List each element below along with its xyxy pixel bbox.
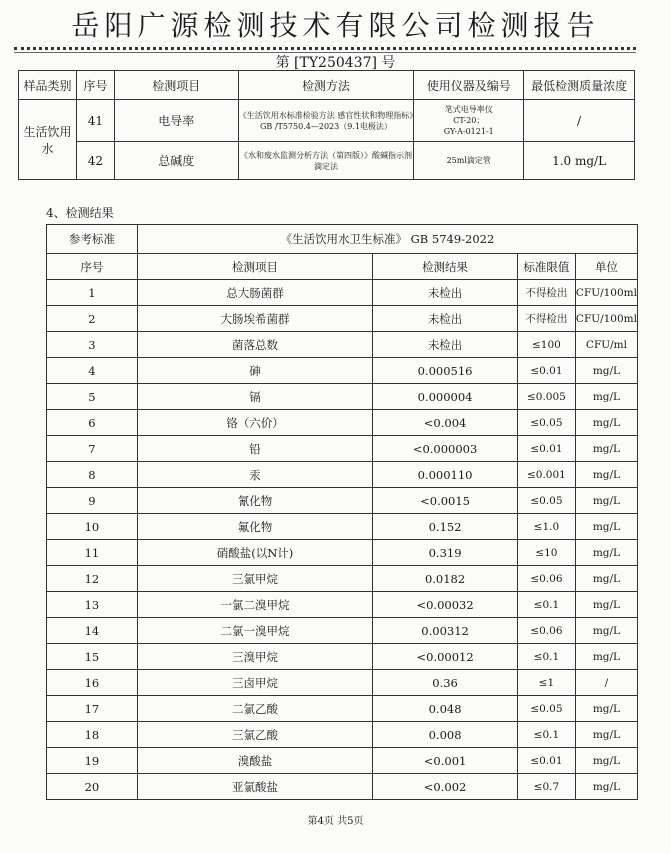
table-row	[47, 774, 638, 800]
cell-unit: mg/L	[575, 722, 637, 748]
cell-no: 19	[47, 748, 138, 774]
cell-unit: mg/L	[575, 566, 637, 592]
table-row	[47, 592, 638, 618]
cell-item: 镉	[137, 384, 372, 410]
row-method: 《水和废水监测分析方法（第四版）》酸碱指示剂滴定法	[238, 142, 414, 180]
cell-item: 一氯二溴甲烷	[137, 592, 372, 618]
cell-result: 0.008	[373, 722, 518, 748]
cell-item: 铅	[137, 436, 372, 462]
cell-result: <0.00032	[373, 592, 518, 618]
cell-item: 砷	[137, 358, 372, 384]
cell-item: 二氯乙酸	[137, 696, 372, 722]
cell-limit: ≤1.0	[517, 514, 575, 540]
cell-limit: ≤10	[517, 540, 575, 566]
report-title: 岳阳广源检测技术有限公司检测报告	[71, 9, 600, 42]
cell-unit: mg/L	[575, 774, 637, 800]
table-row	[19, 142, 635, 180]
header-cell: 检测项目	[137, 254, 372, 280]
cell-result: <0.001	[373, 748, 518, 774]
cell-item: 总大肠菌群	[137, 280, 372, 306]
header-cell: 单位	[575, 254, 637, 280]
cell-item: 亚氯酸盐	[137, 774, 372, 800]
cell-limit: ≤0.1	[517, 644, 575, 670]
cell-limit: 不得检出	[517, 280, 575, 306]
cell-limit: ≤100	[517, 332, 575, 358]
table-row	[47, 670, 638, 696]
instrument-line: CT-20；	[453, 116, 485, 125]
cell-item: 菌落总数	[137, 332, 372, 358]
cell-no: 5	[47, 384, 138, 410]
header-cell: 样品类别	[19, 71, 77, 100]
row-instrument: 25ml滴定管	[414, 142, 524, 180]
title-divider	[14, 47, 636, 50]
header-cell: 检测项目	[114, 71, 238, 100]
report-number-prefix: 第	[275, 55, 290, 71]
report-number-value: [TY250437]	[294, 55, 377, 71]
table-row	[47, 566, 638, 592]
row-min-conc: 1.0 mg/L	[524, 142, 635, 180]
cell-result: <0.000003	[373, 436, 518, 462]
table-row	[47, 306, 638, 332]
cell-no: 20	[47, 774, 138, 800]
cell-unit: mg/L	[575, 644, 637, 670]
header-cell: 最低检测质量浓度	[524, 71, 635, 100]
reference-label: 参考标准	[47, 225, 138, 254]
cell-limit: ≤0.01	[517, 436, 575, 462]
cell-no: 16	[47, 670, 138, 696]
cell-no: 17	[47, 696, 138, 722]
cell-no: 9	[47, 488, 138, 514]
sample-category: 生活饮用水	[19, 100, 77, 180]
row-no: 41	[76, 100, 114, 142]
table-row	[47, 462, 638, 488]
cell-unit: CFU/ml	[575, 332, 637, 358]
row-min-conc: /	[524, 100, 635, 142]
cell-unit: mg/L	[575, 540, 637, 566]
cell-unit: mg/L	[575, 592, 637, 618]
cell-no: 1	[47, 280, 138, 306]
cell-no: 12	[47, 566, 138, 592]
page-footer: 第4页 共5页	[307, 816, 364, 827]
cell-no: 6	[47, 410, 138, 436]
cell-limit: ≤0.06	[517, 618, 575, 644]
cell-limit: ≤0.001	[517, 462, 575, 488]
cell-no: 4	[47, 358, 138, 384]
cell-no: 3	[47, 332, 138, 358]
cell-result: 0.152	[373, 514, 518, 540]
header-cell: 检测结果	[373, 254, 518, 280]
cell-result: 0.0182	[373, 566, 518, 592]
method-table	[18, 70, 635, 180]
cell-no: 11	[47, 540, 138, 566]
cell-unit: mg/L	[575, 410, 637, 436]
cell-result: 未检出	[373, 332, 518, 358]
cell-unit: CFU/100ml	[575, 306, 637, 332]
cell-result: 0.048	[373, 696, 518, 722]
table-row	[47, 384, 638, 410]
report-number-suffix: 号	[381, 55, 396, 71]
cell-item: 三氯甲烷	[137, 566, 372, 592]
cell-no: 2	[47, 306, 138, 332]
cell-item: 二氯一溴甲烷	[137, 618, 372, 644]
method-table-header	[19, 71, 635, 100]
row-item: 电导率	[114, 100, 238, 142]
cell-unit: mg/L	[575, 618, 637, 644]
cell-unit: CFU/100ml	[575, 280, 637, 306]
table-row	[47, 696, 638, 722]
table-row	[47, 540, 638, 566]
instrument-line: GY-A-0121-1	[443, 127, 494, 136]
cell-item: 氰化物	[137, 488, 372, 514]
cell-unit: mg/L	[575, 462, 637, 488]
cell-unit: mg/L	[575, 384, 637, 410]
cell-item: 三氯乙酸	[137, 722, 372, 748]
table-row	[47, 332, 638, 358]
cell-limit: ≤0.05	[517, 488, 575, 514]
cell-unit: mg/L	[575, 748, 637, 774]
cell-result: <0.0015	[373, 488, 518, 514]
cell-limit: ≤0.01	[517, 748, 575, 774]
cell-result: 未检出	[373, 280, 518, 306]
cell-result: <0.004	[373, 410, 518, 436]
cell-no: 14	[47, 618, 138, 644]
cell-no: 15	[47, 644, 138, 670]
row-item: 总碱度	[114, 142, 238, 180]
cell-limit: 不得检出	[517, 306, 575, 332]
table-row	[47, 358, 638, 384]
header-cell: 序号	[47, 254, 138, 280]
results-header-row	[47, 254, 638, 280]
table-row	[47, 722, 638, 748]
header-cell: 使用仪器及编号	[414, 71, 524, 100]
cell-result: <0.00012	[373, 644, 518, 670]
cell-limit: ≤0.7	[517, 774, 575, 800]
table-row	[47, 410, 638, 436]
cell-no: 18	[47, 722, 138, 748]
cell-no: 7	[47, 436, 138, 462]
table-row	[47, 644, 638, 670]
reference-value: 《生活饮用水卫生标准》 GB 5749-2022	[137, 225, 637, 254]
cell-limit: ≤0.005	[517, 384, 575, 410]
report-number	[0, 52, 671, 72]
table-row	[47, 436, 638, 462]
header-cell: 标准限值	[517, 254, 575, 280]
cell-result: 0.00312	[373, 618, 518, 644]
cell-result: 0.319	[373, 540, 518, 566]
cell-item: 溴酸盐	[137, 748, 372, 774]
row-instrument	[414, 100, 524, 142]
cell-limit: ≤0.05	[517, 696, 575, 722]
results-table	[46, 224, 638, 800]
cell-result: 0.000004	[373, 384, 518, 410]
cell-limit: ≤0.06	[517, 566, 575, 592]
instrument-line: 笔式电导率仪	[444, 105, 493, 114]
cell-limit: ≤0.1	[517, 592, 575, 618]
cell-item: 硝酸盐(以N计)	[137, 540, 372, 566]
table-row	[47, 488, 638, 514]
cell-unit: mg/L	[575, 514, 637, 540]
cell-item: 汞	[137, 462, 372, 488]
reference-standard-row	[47, 225, 638, 254]
cell-result: <0.002	[373, 774, 518, 800]
section-title: 4、检测结果	[46, 206, 114, 220]
cell-unit: mg/L	[575, 488, 637, 514]
cell-limit: ≤1	[517, 670, 575, 696]
table-row	[47, 514, 638, 540]
row-method: 《生活饮用水标准检验方法 感官性状和物理指标》GB /T5750.4—2023（9.1电极法）	[238, 100, 414, 142]
cell-item: 氟化物	[137, 514, 372, 540]
cell-no: 10	[47, 514, 138, 540]
cell-item: 大肠埃希菌群	[137, 306, 372, 332]
row-no: 42	[76, 142, 114, 180]
cell-limit: ≤0.05	[517, 410, 575, 436]
cell-item: 三卤甲烷	[137, 670, 372, 696]
table-row	[47, 748, 638, 774]
header-cell: 序号	[76, 71, 114, 100]
cell-limit: ≤0.01	[517, 358, 575, 384]
header-cell: 检测方法	[238, 71, 414, 100]
cell-limit: ≤0.1	[517, 722, 575, 748]
cell-no: 8	[47, 462, 138, 488]
cell-result: 0.36	[373, 670, 518, 696]
cell-result: 未检出	[373, 306, 518, 332]
cell-unit: mg/L	[575, 358, 637, 384]
table-row	[19, 100, 635, 142]
cell-no: 13	[47, 592, 138, 618]
cell-unit: /	[575, 670, 637, 696]
cell-item: 三溴甲烷	[137, 644, 372, 670]
cell-item: 铬（六价）	[137, 410, 372, 436]
cell-result: 0.000110	[373, 462, 518, 488]
cell-unit: mg/L	[575, 696, 637, 722]
cell-unit: mg/L	[575, 436, 637, 462]
table-row	[47, 280, 638, 306]
table-row	[47, 618, 638, 644]
cell-result: 0.000516	[373, 358, 518, 384]
